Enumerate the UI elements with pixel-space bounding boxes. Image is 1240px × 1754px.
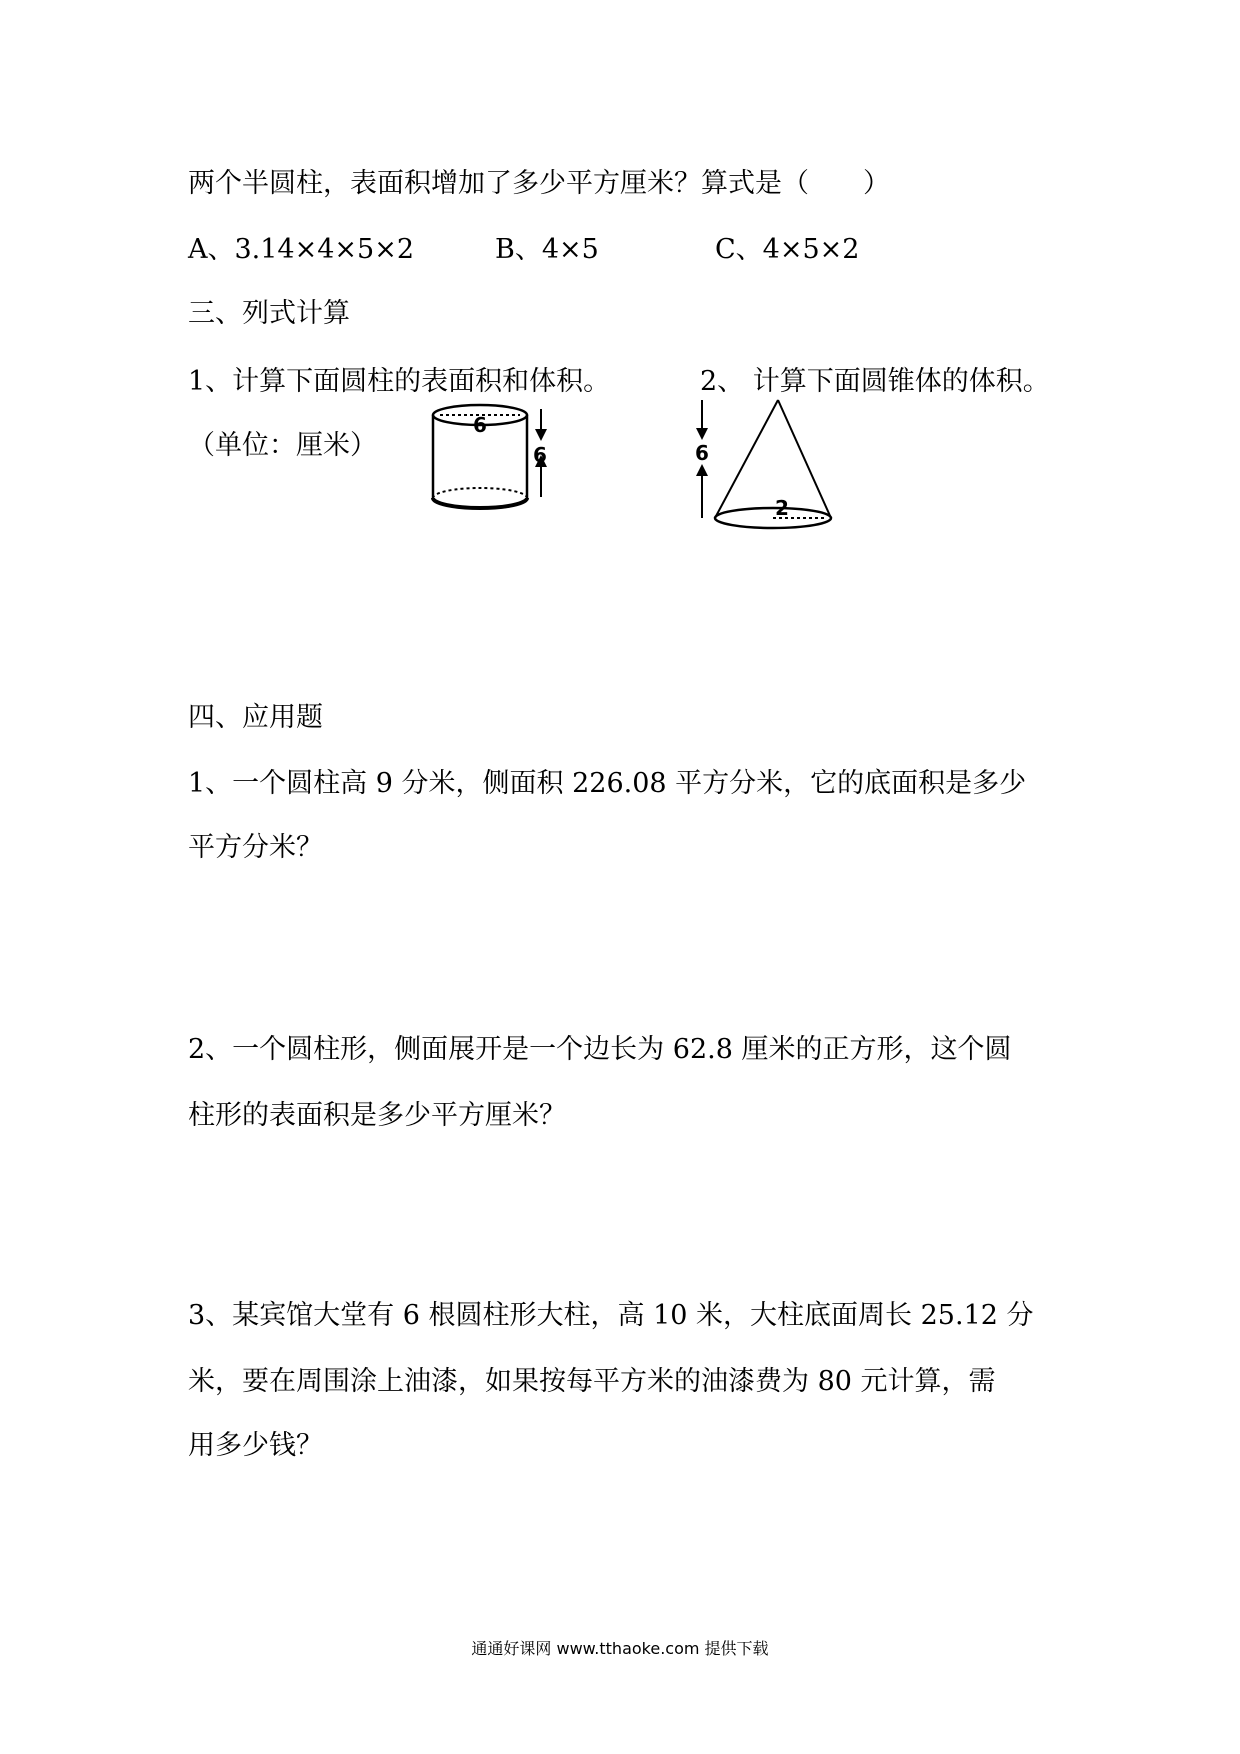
option-c: C、4×5×2 — [715, 234, 860, 265]
cylinder-diameter-label: 6 — [473, 413, 487, 437]
section4-q3-line3: 用多少钱？ — [188, 1430, 323, 1461]
cone-radius-label: 2 — [775, 496, 789, 520]
section3-q1: 1、计算下面圆柱的表面积和体积。 — [188, 366, 611, 397]
unit-label: （单位：厘米） — [188, 430, 377, 461]
option-a: A、3.14×4×5×2 — [188, 234, 415, 265]
section4-q1-line2: 平方分米？ — [188, 832, 323, 863]
section4-title: 四、应用题 — [188, 702, 323, 733]
option-b: B、4×5 — [495, 234, 599, 265]
section4-q2-line2: 柱形的表面积是多少平方厘米？ — [188, 1100, 566, 1131]
section4-q3-line2: 米，要在周围涂上油漆，如果按每平方米的油漆费为 80 元计算，需 — [188, 1366, 996, 1397]
section3-q2: 2、 计算下面圆锥体的体积。 — [700, 366, 1050, 397]
footer: 通通好课网 www.tthaoke.com 提供下载 — [471, 1639, 769, 1658]
section4-q2-line1: 2、一个圆柱形，侧面展开是一个边长为 62.8 厘米的正方形，这个圆 — [188, 1034, 1012, 1065]
section4-q3-line1: 3、某宾馆大堂有 6 根圆柱形大柱，高 10 米，大柱底面周长 25.12 分 — [188, 1300, 1034, 1331]
continuation-line: 两个半圆柱，表面积增加了多少平方厘米？算式是（ ） — [188, 168, 890, 199]
cone-height-label: 6 — [695, 441, 709, 465]
section4-q1-line1: 1、一个圆柱高 9 分米，侧面积 226.08 平方分米，它的底面积是多少 — [188, 768, 1027, 799]
cylinder-figure — [425, 395, 565, 520]
cone-figure — [690, 390, 840, 530]
section3-title: 三、列式计算 — [188, 298, 350, 329]
cylinder-height-label: 6 — [533, 443, 547, 467]
